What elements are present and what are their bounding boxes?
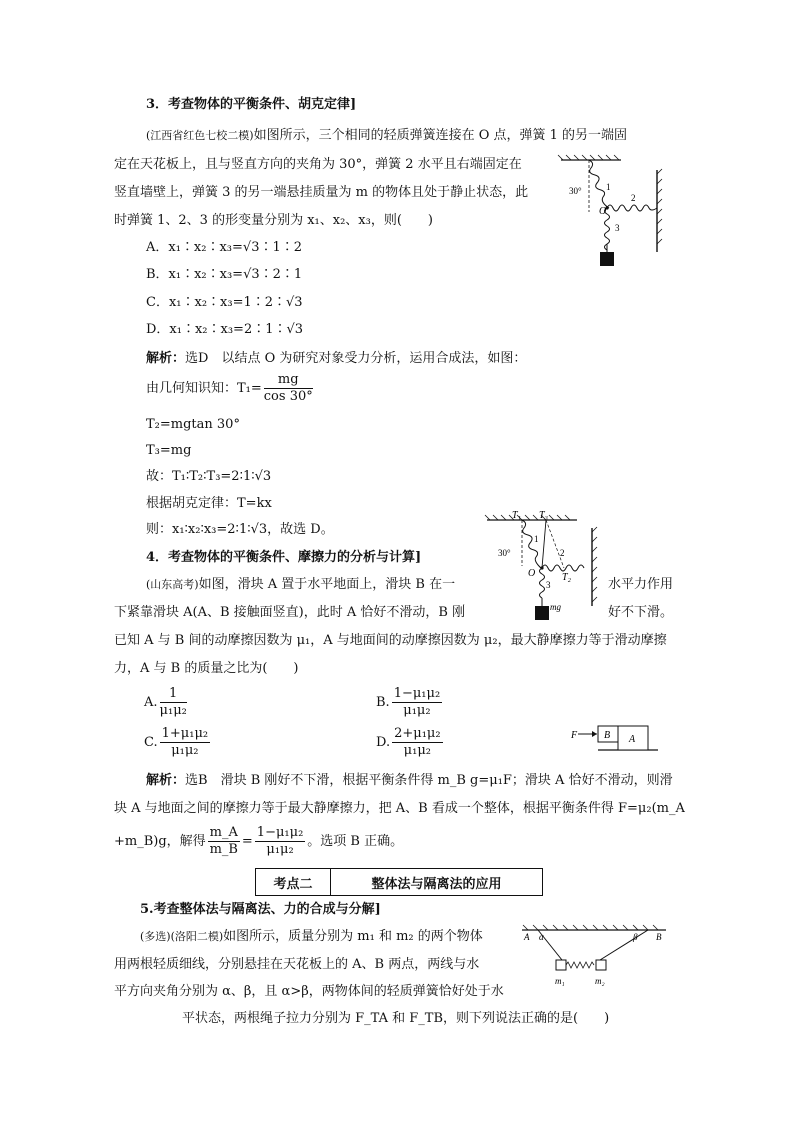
q4-stem-line2b: 好不下滑。 [608,605,674,620]
q4-option-c [144,726,212,760]
q5-fig-beta-label: β [633,932,638,942]
q5-fig-point-a-label: A [524,932,530,942]
q3-t1-numerator: mg [264,372,313,389]
q4-ratio-numerator: m_A [209,825,238,840]
q5-stem-line3: 平方向夹角分别为 α、β，且 α>β，两物体间的轻质弹簧恰好处于水 [114,984,504,999]
q4-heading: 4．考查物体的平衡条件、摩擦力的分析与计算] [146,550,422,565]
q3-text-1: 如图所示，三个相同的轻质弹簧连接在 O 点，弹簧 1 的另一端固 [253,128,628,143]
q4-solution-suffix: 。选项 B 正确。 [307,834,404,849]
q4-solution-line1 [146,772,673,790]
q3-t1-prefix: 由几何知识知：T₁= [146,381,262,396]
q5-stem-line2: 用两根轻质细线，分别悬挂在天花板上的 A、B 两点，两线与水 [114,957,480,972]
q4-stem-line1b: 水平力作用 [608,577,674,592]
q3-option-a: A．x₁∶x₂∶x₃=√3∶1∶2 [146,240,303,255]
q3-solution-text: 选D 以结点 O 为研究对象受力分析，运用合成法，如图： [185,351,527,366]
q4-option-b-denominator: μ₁μ₂ [403,703,431,718]
q4-option-d-denominator: μ₁μ₂ [403,743,431,758]
q3-option-c: C．x₁∶x₂∶x₃=1∶2∶√3 [146,295,303,310]
q3-fig2-spring3-label: 3 [546,580,551,590]
q3-solution-line2 [146,372,315,406]
q3-fig1-o-label: O [599,206,607,217]
q4-solution-line3 [114,824,403,860]
q4-stem-line4: 力，A 与 B 的质量之比为( ) [114,661,299,676]
q3-stem-line2: 定在天花板上，且与竖直方向的夹角为 30°，弹簧 2 水平且右端固定在 [114,157,522,172]
q4-option-b-numerator: 1−μ₁μ₂ [393,686,441,701]
q5-fig-alpha-label: α [539,932,544,942]
q4-option-a-denominator: μ₁μ₂ [159,703,187,718]
q3-force-figure [482,506,608,626]
q4-fig-force-label: F [571,730,578,741]
q4-text-1a: 如图，滑块 A 置于水平地面上，滑块 B 在一 [198,577,456,592]
q3-fig2-angle-label: 30° [498,548,511,558]
q3-stem-line3: 竖直墙壁上，弹簧 3 的另一端悬挂质量为 m 的物体且处于静止状态，此 [114,185,529,200]
q4-option-a [144,686,189,720]
q4-option-c-fraction [160,726,210,759]
q3-heading: 3．考查物体的平衡条件、胡克定律] [146,97,357,112]
q4-fig-block-a-label: A [629,734,636,745]
q4-solution-line2: 块 A 与地面之间的摩擦力等于最大静摩擦力，把 A、B 看成一个整体，根据平衡条件得 F=μ₂(m_A [114,801,685,816]
q3-t1-fraction [264,372,313,405]
q3-fig1-spring3-label: 3 [615,223,620,233]
q3-fig2-o-label: O [528,568,536,579]
q4-option-d [376,726,445,760]
q4-result-denominator: μ₁μ₂ [266,842,294,857]
q5-fig-point-b-label: B [656,932,662,942]
q3-solution-line3: T₂=mgtan 30° [146,417,240,432]
q4-stem-line1 [146,576,455,594]
q4-option-b-fraction [392,686,442,719]
q3-fig2-spring2-label: 2 [560,548,565,558]
q4-solution-text-1: 选B 滑块 B 刚好不下滑，根据平衡条件得 m_B g=μ₁F；滑块 A 恰好不滑动，则滑 [185,773,673,788]
q5-stem-line1 [140,928,483,946]
q4-option-c-label: C. [144,735,158,750]
q4-option-b [376,686,444,720]
q3-fig2-t2-label: T₂ [562,572,572,583]
q3-t1-denominator: cos 30° [263,389,313,404]
q4-solution-prefix: +m_B)g，解得 [114,834,206,849]
q4-solution-label: 解析： [146,773,186,788]
q4-option-d-fraction [392,726,442,759]
q5-hanging-masses-figure [520,924,670,990]
q4-solution-result-fraction [255,825,305,858]
q3-option-d: D．x₁∶x₂∶x₃=2∶1∶√3 [146,322,304,337]
q3-solution-line7: 则：x₁∶x₂∶x₃=2∶1∶√3，故选 D。 [146,522,334,537]
q4-option-b-label: B. [376,695,390,710]
section-header-box [255,868,543,896]
q3-fig1-spring1-label: 1 [606,182,611,192]
q3-solution-line6: 根据胡克定律：T=kx [146,496,272,511]
q4-option-a-numerator: 1 [160,686,187,703]
q5-source: (多选)(洛阳二模) [140,930,224,943]
q3-source: (江西省红色七校二模) [146,129,254,142]
q4-option-a-label: A. [144,695,158,710]
q3-fig1-angle-label: 30° [569,186,582,196]
q3-solution-line5: 故：T₁∶T₂∶T₃=2∶1∶√3 [146,469,272,484]
q4-equals-sign: = [241,834,253,849]
q3-fig2-t1-label: T₁ [512,510,522,521]
q4-option-a-fraction [160,686,187,719]
q4-result-numerator: 1−μ₁μ₂ [256,825,304,840]
q3-fig2-spring1-label: 1 [534,534,539,544]
q4-stem-line3: 已知 A 与 B 间的动摩擦因数为 μ₁，A 与地面间的动摩擦因数为 μ₂，最大静摩擦力等于滑动摩擦 [114,633,667,648]
q4-option-d-numerator: 2+μ₁μ₂ [394,726,441,741]
q3-fig2-mg-label: mg [550,602,561,612]
q3-stem-line4: 时弹簧 1、2、3 的形变量分别为 x₁、x₂、x₃，则( ) [114,213,433,228]
q5-text-1: 如图所示，质量分别为 m₁ 和 m₂ 的两个物体 [223,929,483,944]
q4-option-c-denominator: μ₁μ₂ [171,743,199,758]
q3-fig1-spring2-label: 2 [631,193,636,203]
section-title: 整体法与隔离法的应用 [371,876,502,892]
q4-option-d-label: D. [376,735,391,750]
section-number: 考点二 [256,869,331,895]
q5-fig-m1-label: m₁ [555,976,565,986]
q4-option-c-numerator: 1+μ₁μ₂ [161,726,209,741]
q4-source: (山东高考) [146,578,199,591]
q3-option-b: B．x₁∶x₂∶x₃=√3∶2∶1 [146,267,303,282]
q3-stem-line1 [146,127,627,145]
q3-solution-line1 [146,350,526,368]
q3-solution-label: 解析： [146,351,186,366]
q5-fig-m2-label: m₂ [595,976,605,986]
q3-solution-line4: T₃=mg [146,443,192,458]
q5-heading: 5.考查整体法与隔离法、力的合成与分解] [140,902,381,917]
q4-ratio-denominator: m_B [209,842,238,857]
q4-fig-block-b-label: B [604,730,611,741]
q3-spring-figure [555,152,675,272]
q5-stem-line4: 平状态，两根绳子拉力分别为 F_TA 和 F_TB，则下列说法正确的是( ) [182,1011,610,1026]
q4-stem-line2: 下紧靠滑块 A(A、B 接触面竖直)，此时 A 恰好不滑动，B 刚 [114,605,466,620]
q4-block-figure [568,720,660,754]
q4-solution-ratio-fraction [208,825,240,858]
q3-fig2-t3-label: T₃ [539,510,549,521]
